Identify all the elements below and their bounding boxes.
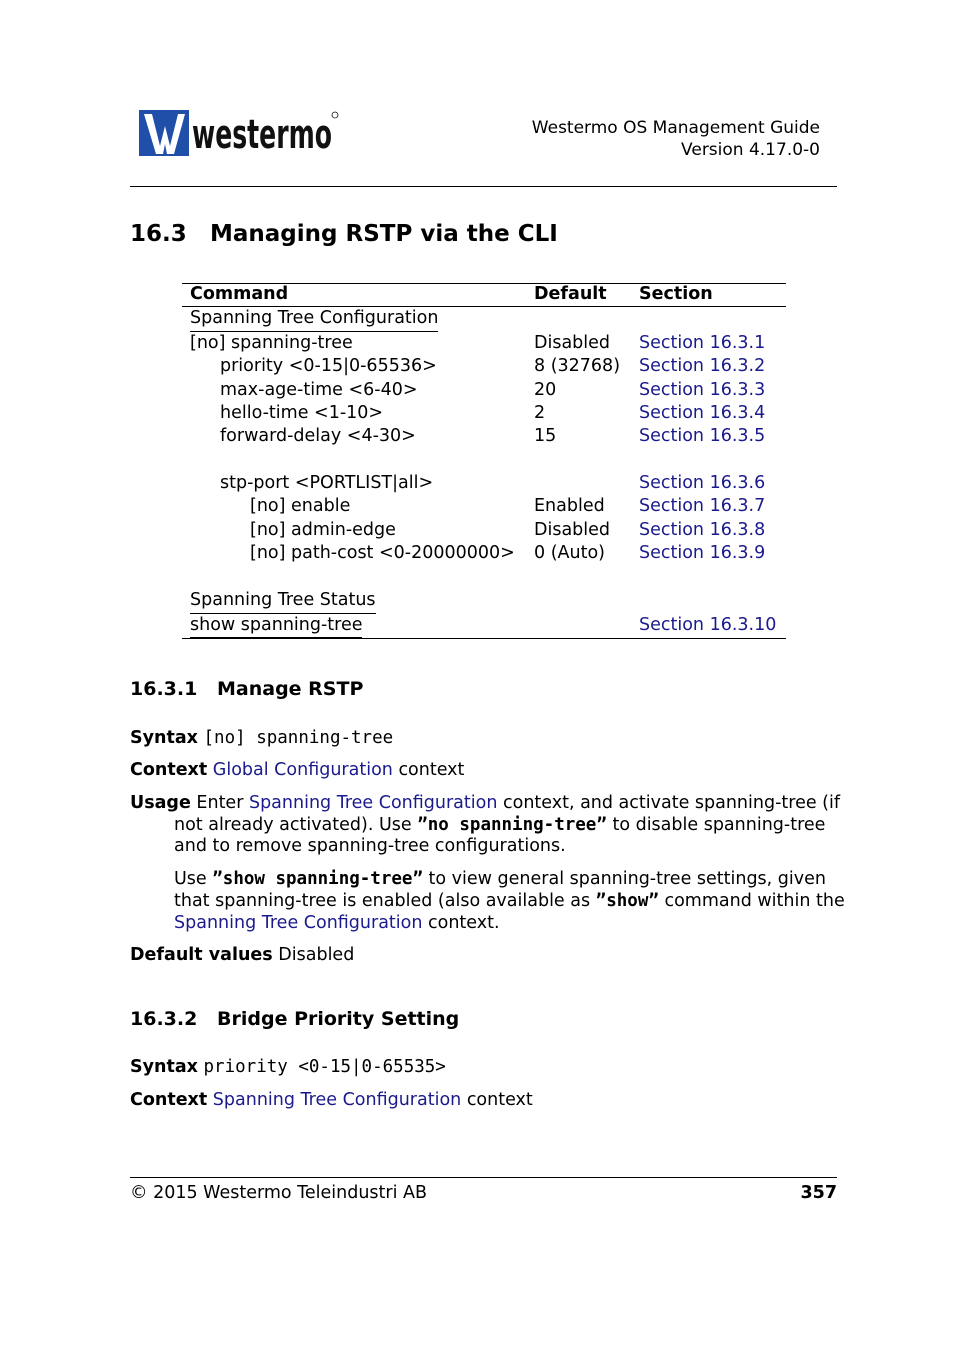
syntax-label: Syntax <box>130 1057 198 1077</box>
section-number: 16.3 <box>130 221 187 247</box>
logo-mark-icon <box>139 110 339 158</box>
default-forward-delay: 15 <box>534 426 557 446</box>
cmd-admin-edge: [no] admin-edge <box>250 520 396 540</box>
page-number: 357 <box>800 1183 837 1203</box>
usage-text: command within the <box>658 891 845 911</box>
link-section-16-3-2[interactable]: Section 16.3.2 <box>639 356 766 376</box>
default-max-age-time: 20 <box>534 380 557 400</box>
link-spanning-tree-configuration[interactable]: Spanning Tree Configuration <box>248 793 498 813</box>
usage-line-6 <box>174 912 500 934</box>
link-section-16-3-6[interactable]: Section 16.3.6 <box>639 473 766 493</box>
section-heading <box>130 221 558 247</box>
group-title-configuration: Spanning Tree Configuration <box>190 308 439 328</box>
link-section-16-3-1[interactable]: Section 16.3.1 <box>639 333 766 353</box>
usage-line-5 <box>174 890 845 912</box>
copyright-icon: © <box>130 1183 148 1203</box>
section-title: Managing RSTP via the CLI <box>210 221 558 247</box>
usage-line-2 <box>174 814 825 836</box>
cmd-show-spanning-tree: show spanning-tree <box>190 615 363 635</box>
cmd-max-age-time: max-age-time <6-40> <box>220 380 418 400</box>
group-title-status: Spanning Tree Status <box>190 590 376 610</box>
cmd-stp-port: stp-port <PORTLIST|all> <box>220 473 434 493</box>
link-section-16-3-8[interactable]: Section 16.3.8 <box>639 520 766 540</box>
cmd-enable: [no] enable <box>250 496 351 516</box>
cmd-spanning-tree: [no] spanning-tree <box>190 333 353 353</box>
usage-text: to view general spanning-tree settings, given <box>422 869 826 889</box>
footer-copyright <box>130 1182 427 1204</box>
table-header-default: Default <box>534 284 607 304</box>
footer-rule <box>130 1177 837 1178</box>
table-bottom-rule <box>182 638 786 639</box>
context-line-1 <box>130 759 464 781</box>
syntax-value: priority <0-15|0-65535> <box>203 1057 446 1077</box>
default-enable: Enabled <box>534 496 605 516</box>
default-hello-time: 2 <box>534 403 546 423</box>
default-values-line <box>130 944 354 966</box>
cmd-path-cost: [no] path-cost <0-20000000> <box>250 543 515 563</box>
copyright-text: 2015 Westermo Teleindustri AB <box>153 1183 428 1203</box>
table-header-command: Command <box>190 284 289 304</box>
subsection-heading-16-3-2 <box>130 1008 459 1030</box>
context-line-2 <box>130 1089 533 1111</box>
table-header-section: Section <box>639 284 713 304</box>
usage-line-3: and to remove spanning-tree configurations. <box>174 836 566 856</box>
link-section-16-3-5[interactable]: Section 16.3.5 <box>639 426 766 446</box>
usage-text: context, and activate spanning-tree (if <box>497 793 841 813</box>
link-section-16-3-4[interactable]: Section 16.3.4 <box>639 403 766 423</box>
document-header <box>532 117 820 161</box>
subsection-number: 16.3.2 <box>130 1008 198 1030</box>
svg-text:westermo: westermo <box>192 112 332 158</box>
link-section-16-3-7[interactable]: Section 16.3.7 <box>639 496 766 516</box>
syntax-line-1 <box>130 727 393 749</box>
command-no-spanning-tree: ”no spanning-tree” <box>417 815 607 835</box>
syntax-label: Syntax <box>130 728 198 748</box>
link-section-16-3-9[interactable]: Section 16.3.9 <box>639 543 766 563</box>
subsection-heading-16-3-1 <box>130 678 363 700</box>
default-values-value: Disabled <box>278 945 355 965</box>
context-label: Context <box>130 1090 208 1110</box>
link-section-16-3-3[interactable]: Section 16.3.3 <box>639 380 766 400</box>
default-values-label: Default values <box>130 945 273 965</box>
cmd-forward-delay: forward-delay <4-30> <box>220 426 416 446</box>
link-global-configuration[interactable]: Global Configuration <box>212 760 393 780</box>
usage-text: to disable spanning-tree <box>606 815 826 835</box>
usage-label: Usage <box>130 793 191 813</box>
context-label: Context <box>130 760 208 780</box>
subsection-title: Bridge Priority Setting <box>217 1008 460 1030</box>
usage-text: not already activated). Use <box>174 815 418 835</box>
usage-line-4 <box>174 868 826 890</box>
default-priority: 8 (32768) <box>534 356 621 376</box>
context-suffix: context <box>392 760 465 780</box>
subsection-title: Manage RSTP <box>217 678 364 700</box>
command-show: ”show” <box>595 891 659 911</box>
usage-text: context. <box>422 913 500 933</box>
doc-title: Westermo OS Management Guide <box>531 118 820 138</box>
usage-text: Enter <box>196 793 249 813</box>
usage-text: that spanning-tree is enabled (also available as <box>174 891 596 911</box>
westermo-logo <box>139 110 339 158</box>
subsection-number: 16.3.1 <box>130 678 198 700</box>
cmd-hello-time: hello-time <1-10> <box>220 403 384 423</box>
syntax-value: [no] spanning-tree <box>203 728 394 748</box>
cmd-priority: priority <0-15|0-65536> <box>220 356 437 376</box>
header-rule <box>130 186 837 187</box>
link-spanning-tree-configuration-3[interactable]: Spanning Tree Configuration <box>212 1090 462 1110</box>
usage-text: Use <box>174 869 213 889</box>
context-suffix: context <box>461 1090 533 1110</box>
link-spanning-tree-configuration-2[interactable]: Spanning Tree Configuration <box>174 913 423 933</box>
command-show-spanning-tree: ”show spanning-tree” <box>212 869 423 889</box>
syntax-line-2 <box>130 1056 446 1078</box>
link-section-16-3-10[interactable]: Section 16.3.10 <box>639 615 777 635</box>
default-spanning-tree: Disabled <box>534 333 611 353</box>
default-path-cost: 0 (Auto) <box>534 543 605 563</box>
usage-line-1 <box>130 792 840 814</box>
doc-version: Version 4.17.0-0 <box>681 140 820 160</box>
default-admin-edge: Disabled <box>534 520 611 540</box>
